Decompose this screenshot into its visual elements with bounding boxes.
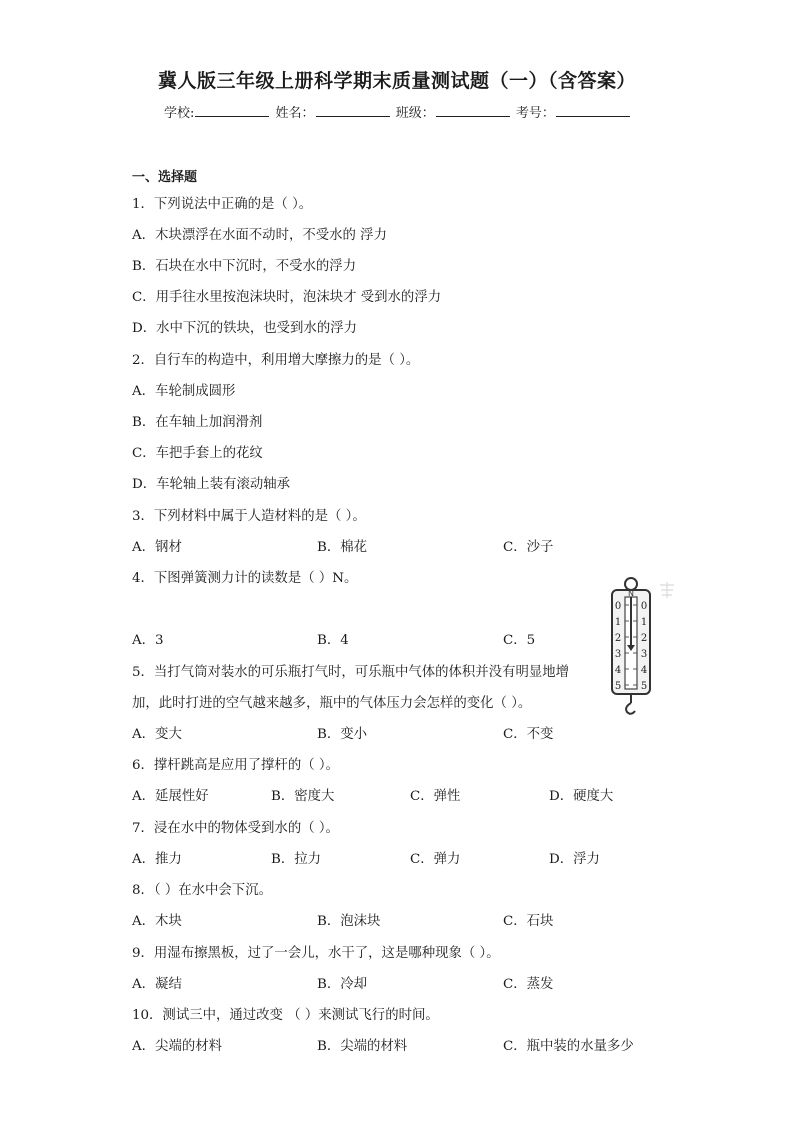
question-2-stem: 2．自行车的构造中，利用增大摩擦力的是（ ）。 xyxy=(132,353,420,368)
q5-option-a[interactable]: A．变大 xyxy=(132,727,182,742)
q6-option-b[interactable]: B．密度大 xyxy=(271,789,335,804)
q8-option-b[interactable]: B．泡沫块 xyxy=(317,914,381,929)
q7-option-a[interactable]: A．推力 xyxy=(132,852,182,867)
question-7-stem: 7．浸在水中的物体受到水的（ ）。 xyxy=(132,821,339,836)
q6-option-a[interactable]: A．延展性好 xyxy=(132,789,209,804)
q2-option-d[interactable]: D．车轮轴上装有滚动轴承 xyxy=(132,477,291,492)
school-label: 学校: xyxy=(164,106,195,121)
q8-option-a[interactable]: A．木块 xyxy=(132,914,182,929)
question-3-stem: 3．下列材料中属于人造材料的是（ ）。 xyxy=(132,509,366,524)
question-1-stem: 1．下列说法中正确的是（ ）。 xyxy=(132,197,313,212)
name-blank[interactable] xyxy=(316,103,390,117)
q6-option-d[interactable]: D．硬度大 xyxy=(549,789,614,804)
scale-unit-label: N xyxy=(628,589,634,598)
scale-left-tick-label: 5 xyxy=(614,681,622,692)
question-10-stem: 10．测试三中，通过改变 （ ）来测试飞行的时间。 xyxy=(132,1008,439,1023)
q6-option-c[interactable]: C．弹性 xyxy=(410,789,461,804)
number-blank[interactable] xyxy=(556,103,630,117)
question-5-stem-continued: 加，此时打进的空气越来越多，瓶中的气体压力会怎样的变化（ ）。 xyxy=(132,696,532,711)
scale-left-tick-label: 3 xyxy=(614,649,622,660)
question-6-stem: 6．撑杆跳高是应用了撑杆的（ ）。 xyxy=(132,758,339,773)
q4-option-c[interactable]: C．5 xyxy=(503,633,536,648)
q10-option-a[interactable]: A．尖端的材料 xyxy=(132,1039,223,1054)
scale-left-tick-label: 1 xyxy=(614,617,622,628)
scale-right-tick-label: 4 xyxy=(640,665,648,676)
scale-left-tick-label: 0 xyxy=(614,601,622,612)
question-5-stem: 5．当打气筒对装水的可乐瓶打气时，可乐瓶中气体的体积并没有明显地增 xyxy=(132,665,570,680)
q9-option-b[interactable]: B．冷却 xyxy=(317,977,368,992)
student-info-line xyxy=(164,102,632,121)
q9-option-a[interactable]: A．凝结 xyxy=(132,977,182,992)
q2-option-b[interactable]: B．在车轴上加润滑剂 xyxy=(132,415,263,430)
name-label: 姓名： xyxy=(275,106,315,121)
watermark-icon xyxy=(657,580,677,600)
scale-right-tick-label: 1 xyxy=(640,617,648,628)
scale-right-tick-label: 0 xyxy=(640,601,648,612)
q1-option-a[interactable]: A．木块漂浮在水面不动时，不受水的 浮力 xyxy=(132,228,387,243)
question-9-stem: 9．用湿布擦黑板，过了一会儿，水干了，这是哪种现象（ ）。 xyxy=(132,946,500,961)
section-heading: 一、选择题 xyxy=(132,170,198,185)
q1-option-d[interactable]: D．水中下沉的铁块，也受到水的浮力 xyxy=(132,321,357,336)
q7-option-c[interactable]: C．弹力 xyxy=(410,852,461,867)
scale-right-tick-label: 3 xyxy=(640,649,648,660)
class-blank[interactable] xyxy=(436,103,510,117)
q2-option-a[interactable]: A．车轮制成圆形 xyxy=(132,384,236,399)
page-title: 冀人版三年级上册科学期末质量测试题（一）（含答案） xyxy=(157,70,636,92)
q1-option-c[interactable]: C．用手往水里按泡沫块时，泡沫块才 受到水的浮力 xyxy=(132,290,442,305)
q3-option-b[interactable]: B．棉花 xyxy=(317,540,368,555)
q4-option-a[interactable]: A．3 xyxy=(132,633,164,648)
question-4-stem: 4．下图弹簧测力计的读数是（ ）N。 xyxy=(132,571,358,586)
q10-option-c[interactable]: C．瓶中装的水量多少 xyxy=(503,1039,634,1054)
scale-right-tick-label: 2 xyxy=(640,633,648,644)
q7-option-d[interactable]: D．浮力 xyxy=(549,852,600,867)
q7-option-b[interactable]: B．拉力 xyxy=(271,852,322,867)
scale-left-tick-label: 4 xyxy=(614,665,622,676)
school-blank[interactable] xyxy=(195,103,269,117)
q2-option-c[interactable]: C．车把手套上的花纹 xyxy=(132,446,263,461)
q4-option-b[interactable]: B．4 xyxy=(317,633,349,648)
class-label: 班级： xyxy=(395,106,435,121)
q5-option-b[interactable]: B．变小 xyxy=(317,727,368,742)
q5-option-c[interactable]: C．不变 xyxy=(503,727,554,742)
q9-option-c[interactable]: C．蒸发 xyxy=(503,977,554,992)
q1-option-b[interactable]: B．石块在水中下沉时，不受水的浮力 xyxy=(132,259,357,274)
number-label: 考号： xyxy=(515,106,555,121)
question-8-stem: 8．（ ）在水中会下沉。 xyxy=(132,883,272,898)
q3-option-c[interactable]: C．沙子 xyxy=(503,540,554,555)
scale-left-tick-label: 2 xyxy=(614,633,622,644)
q8-option-c[interactable]: C．石块 xyxy=(503,914,554,929)
q10-option-b[interactable]: B．尖端的材料 xyxy=(317,1039,408,1054)
scale-right-tick-label: 5 xyxy=(640,681,648,692)
q3-option-a[interactable]: A．钢材 xyxy=(132,540,182,555)
